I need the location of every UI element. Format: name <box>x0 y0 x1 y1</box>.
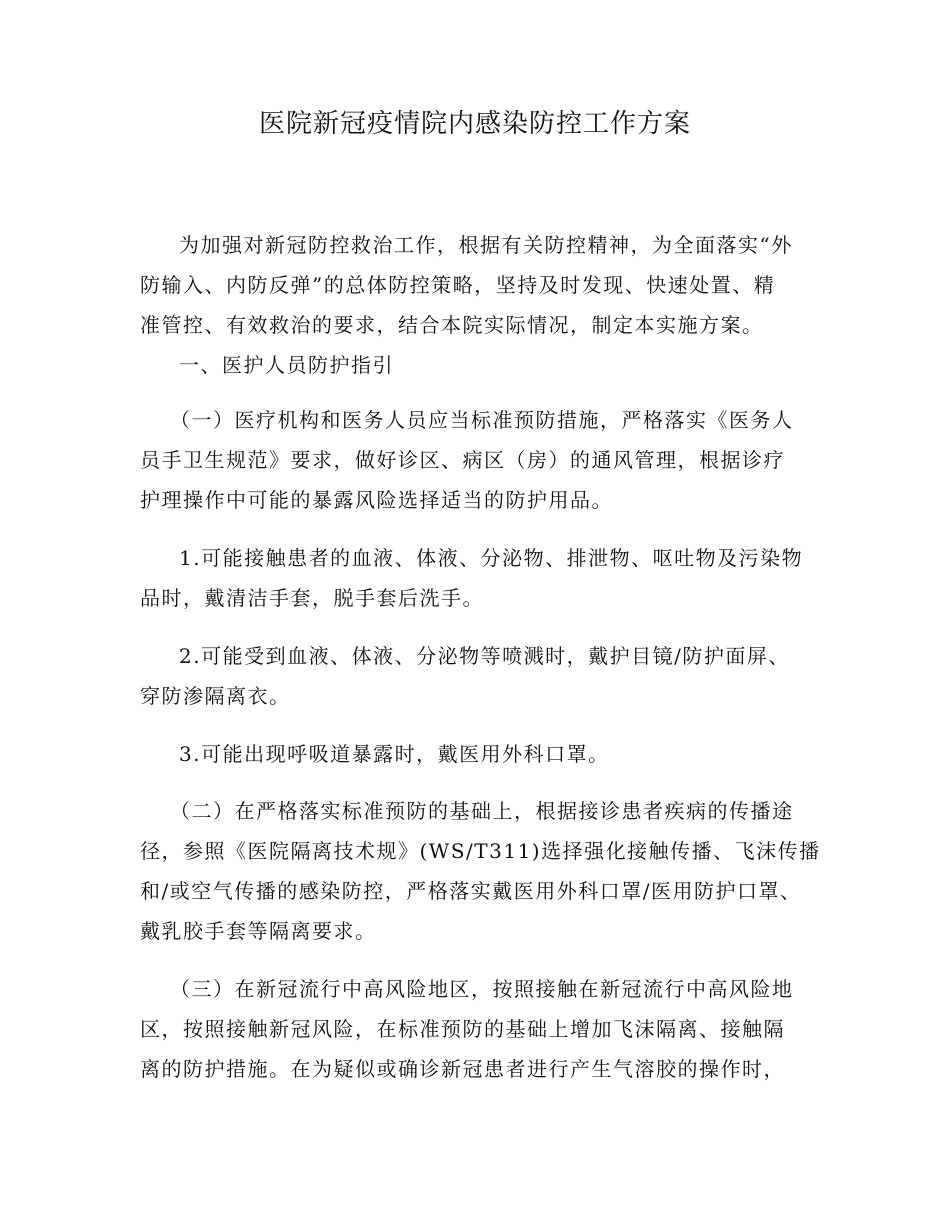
subsection-3-line-2: 区，按照接触新冠风险，在标准预防的基础上增加飞沫隔离、接触隔 <box>140 1017 785 1041</box>
subsection-2-line-4: 戴乳胶手套等隔离要求。 <box>140 919 377 943</box>
intro-paragraph-line-2: 防输入、内防反弹”的总体防控策略，坚持及时发现、快速处置、精 <box>140 273 776 297</box>
subsection-2-line-3: 和/或空气传播的感染防控，严格落实戴医用外科口罩/医用防护口罩、 <box>140 879 802 903</box>
item-3-line-1: 3.可能出现呼吸道暴露时，戴医用外科口罩。 <box>179 742 610 766</box>
item-2-line-2: 穿防渗隔离衣。 <box>140 684 291 708</box>
document-title: 医院新冠疫情院内感染防控工作方案 <box>258 109 691 139</box>
intro-paragraph-line-1: 为加强对新冠防控救治工作，根据有关防控精神，为全面落实“外 <box>179 233 793 257</box>
subsection-1-line-1: （一）医疗机构和医务人员应当标准预防措施，严格落实《医务人 <box>170 408 794 432</box>
subsection-2-line-1: （二）在严格落实标准预防的基础上，根据接诊患者疾病的传播途 <box>170 799 794 823</box>
intro-paragraph-line-3: 准管控、有效救治的要求，结合本院实际情况，制定本实施方案。 <box>140 313 764 337</box>
item-1-line-2: 品时，戴清洁手套，脱手套后洗手。 <box>140 586 484 610</box>
subsection-3-line-3: 离的防护措施。在为疑似或确诊新冠患者进行产生气溶胶的操作时， <box>140 1057 785 1081</box>
subsection-1-line-2: 员手卫生规范》要求，做好诊区、病区（房）的通风管理，根据诊疗 <box>140 448 785 472</box>
subsection-1-line-3: 护理操作中可能的暴露风险选择适当的防护用品。 <box>140 488 613 512</box>
section-heading-1: 一、医护人员防护指引 <box>179 353 394 377</box>
subsection-3-line-1: （三）在新冠流行中高风险地区，按照接触在新冠流行中高风险地 <box>170 977 794 1001</box>
subsection-2-line-2: 径，参照《医院隔离技术规》(WS/T311)选择强化接触传播、飞沫传播 <box>140 839 821 863</box>
item-1-line-1: 1.可能接触患者的血液、体液、分泌物、排泄物、呕吐物及污染物 <box>179 546 804 570</box>
item-2-line-1: 2.可能受到血液、体液、分泌物等喷溅时，戴护目镜/防护面屏、 <box>179 644 790 668</box>
